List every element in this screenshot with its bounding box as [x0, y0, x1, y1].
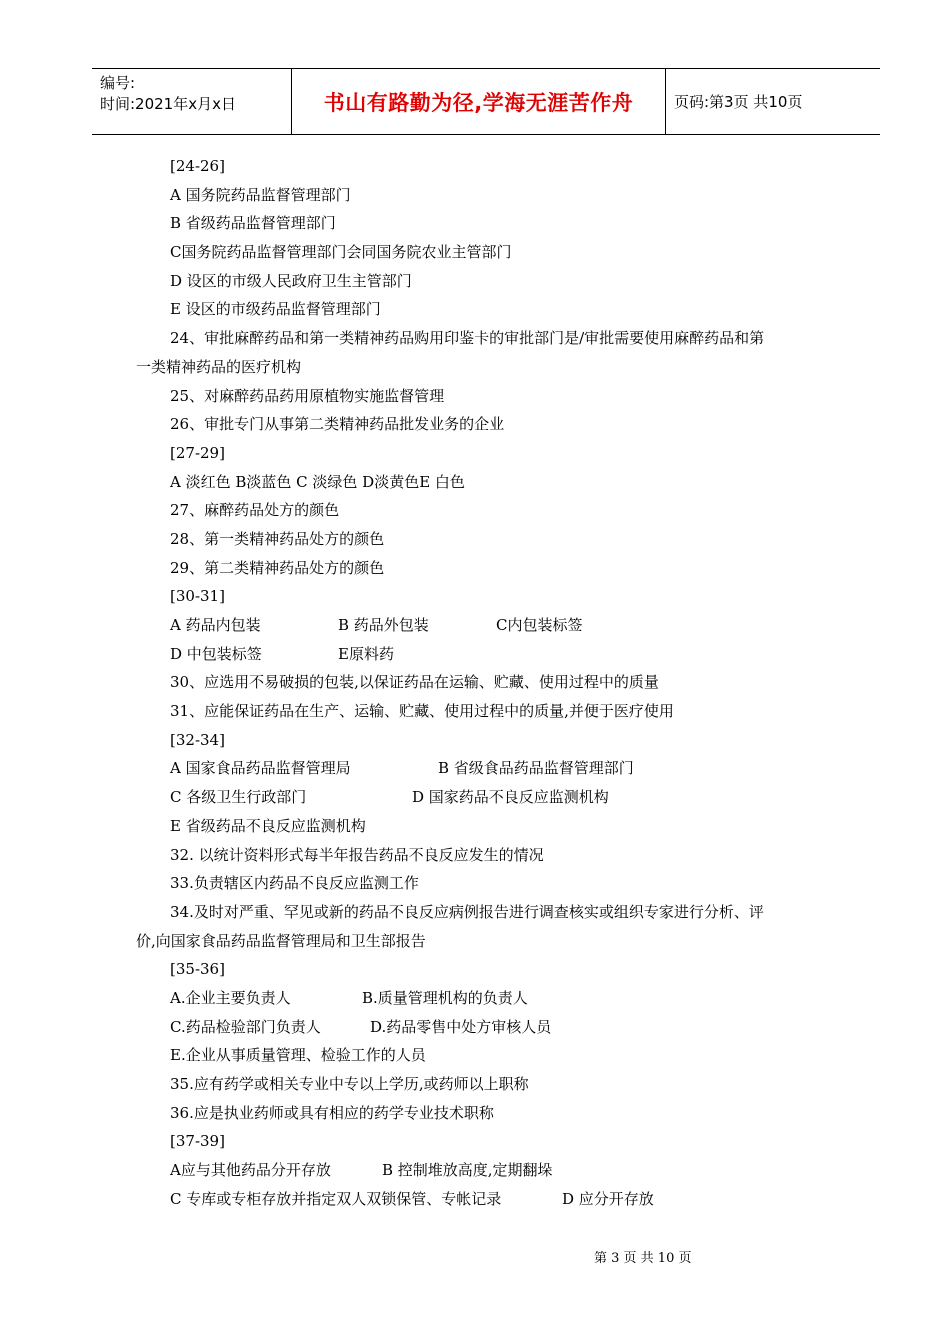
question-line: 31、应能保证药品在生产、运输、贮藏、使用过程中的质量,并便于医疗使用	[170, 702, 674, 721]
header-page-number: 页码:第3页 共10页	[674, 93, 803, 111]
header-meta	[92, 69, 292, 134]
option-c: C.药品检验部门负责人	[170, 1017, 321, 1036]
option-line: A 淡红色 B淡蓝色 C 淡绿色 D淡黄色E 白色	[170, 472, 465, 491]
question-group-heading: [24-26]	[170, 157, 225, 175]
question-group-heading: [32-34]	[170, 730, 225, 749]
header-motto: 书山有路勤为径,学海无涯苦作舟	[292, 69, 666, 134]
question-line: 33.负责辖区内药品不良反应监测工作	[170, 874, 419, 893]
option-b: B.质量管理机构的负责人	[362, 988, 528, 1007]
question-group-heading: [37-39]	[170, 1132, 225, 1151]
option-d: D 中包装标签	[170, 644, 262, 663]
option-e: E原料药	[338, 644, 394, 663]
page-header	[92, 68, 880, 135]
option-b: B 药品外包装	[338, 616, 429, 634]
option-line: E 设区的市级药品监督管理部门	[170, 300, 381, 319]
question-line: 26、审批专门从事第二类精神药品批发业务的企业	[170, 415, 505, 434]
question-line: 35.应有药学或相关专业中专以上学历,或药师以上职称	[170, 1075, 529, 1093]
option-d: D.药品零售中处方审核人员	[370, 1017, 552, 1036]
option-d: D 应分开存放	[562, 1189, 654, 1208]
document-number-label: 编号:	[100, 74, 136, 92]
document-time-label: 时间:2021年x月x日	[100, 95, 236, 113]
option-row	[136, 1185, 836, 1214]
option-line: E.企业从事质量管理、检验工作的人员	[170, 1046, 426, 1065]
page-footer: 第 3 页 共 10 页	[594, 1251, 692, 1266]
option-b: B 省级食品药品监督管理部门	[438, 759, 634, 778]
option-d: D 国家药品不良反应监测机构	[412, 788, 609, 807]
option-line: A 国务院药品监督管理部门	[170, 185, 351, 204]
option-a: A 药品内包装	[170, 616, 261, 634]
option-row	[136, 984, 836, 1013]
option-line: E 省级药品不良反应监测机构	[170, 816, 366, 835]
option-line: D 设区的市级人民政府卫生主管部门	[170, 271, 412, 290]
option-c: C内包装标签	[496, 616, 583, 634]
document-body	[136, 152, 836, 1213]
option-c: C 各级卫生行政部门	[170, 788, 307, 807]
question-line: 34.及时对严重、罕见或新的药品不良反应病例报告进行调查核实或组织专家进行分析、评	[170, 902, 764, 921]
option-c: C 专库或专柜存放并指定双人双锁保管、专帐记录	[170, 1189, 502, 1208]
option-a: A应与其他药品分开存放	[170, 1161, 331, 1180]
option-b: B 控制堆放高度,定期翻垛	[382, 1161, 553, 1180]
question-line: 25、对麻醉药品药用原植物实施监督管理	[170, 386, 445, 405]
question-group-heading: [35-36]	[170, 960, 225, 979]
question-line: 24、审批麻醉药品和第一类精神药品购用印鉴卡的审批部门是/审批需要使用麻醉药品和第	[170, 329, 765, 348]
option-line: B 省级药品监督管理部门	[170, 214, 336, 233]
question-line: 30、应选用不易破损的包装,以保证药品在运输、贮藏、使用过程中的质量	[170, 673, 659, 692]
option-row	[136, 611, 836, 640]
question-group-heading: [30-31]	[170, 587, 225, 606]
question-line: 28、第一类精神药品处方的颜色	[170, 529, 385, 548]
option-row	[136, 754, 836, 783]
question-line: 32. 以统计资料形式每半年报告药品不良反应发生的情况	[170, 845, 544, 864]
question-line-continued: 价,向国家食品药品监督管理局和卫生部报告	[136, 931, 426, 950]
question-line: 29、第二类精神药品处方的颜色	[170, 558, 385, 577]
option-line: C国务院药品监督管理部门会同国务院农业主管部门	[170, 243, 512, 262]
question-group-heading: [27-29]	[170, 443, 225, 462]
question-line: 27、麻醉药品处方的颜色	[170, 501, 340, 520]
question-line-continued: 一类精神药品的医疗机构	[136, 357, 302, 376]
option-row	[136, 783, 836, 812]
option-row	[136, 1013, 836, 1042]
question-line: 36.应是执业药师或具有相应的药学专业技术职称	[170, 1103, 494, 1122]
option-row	[136, 640, 836, 669]
option-row	[136, 1156, 836, 1185]
option-a: A 国家食品药品监督管理局	[170, 759, 351, 778]
option-a: A.企业主要负责人	[170, 988, 291, 1007]
